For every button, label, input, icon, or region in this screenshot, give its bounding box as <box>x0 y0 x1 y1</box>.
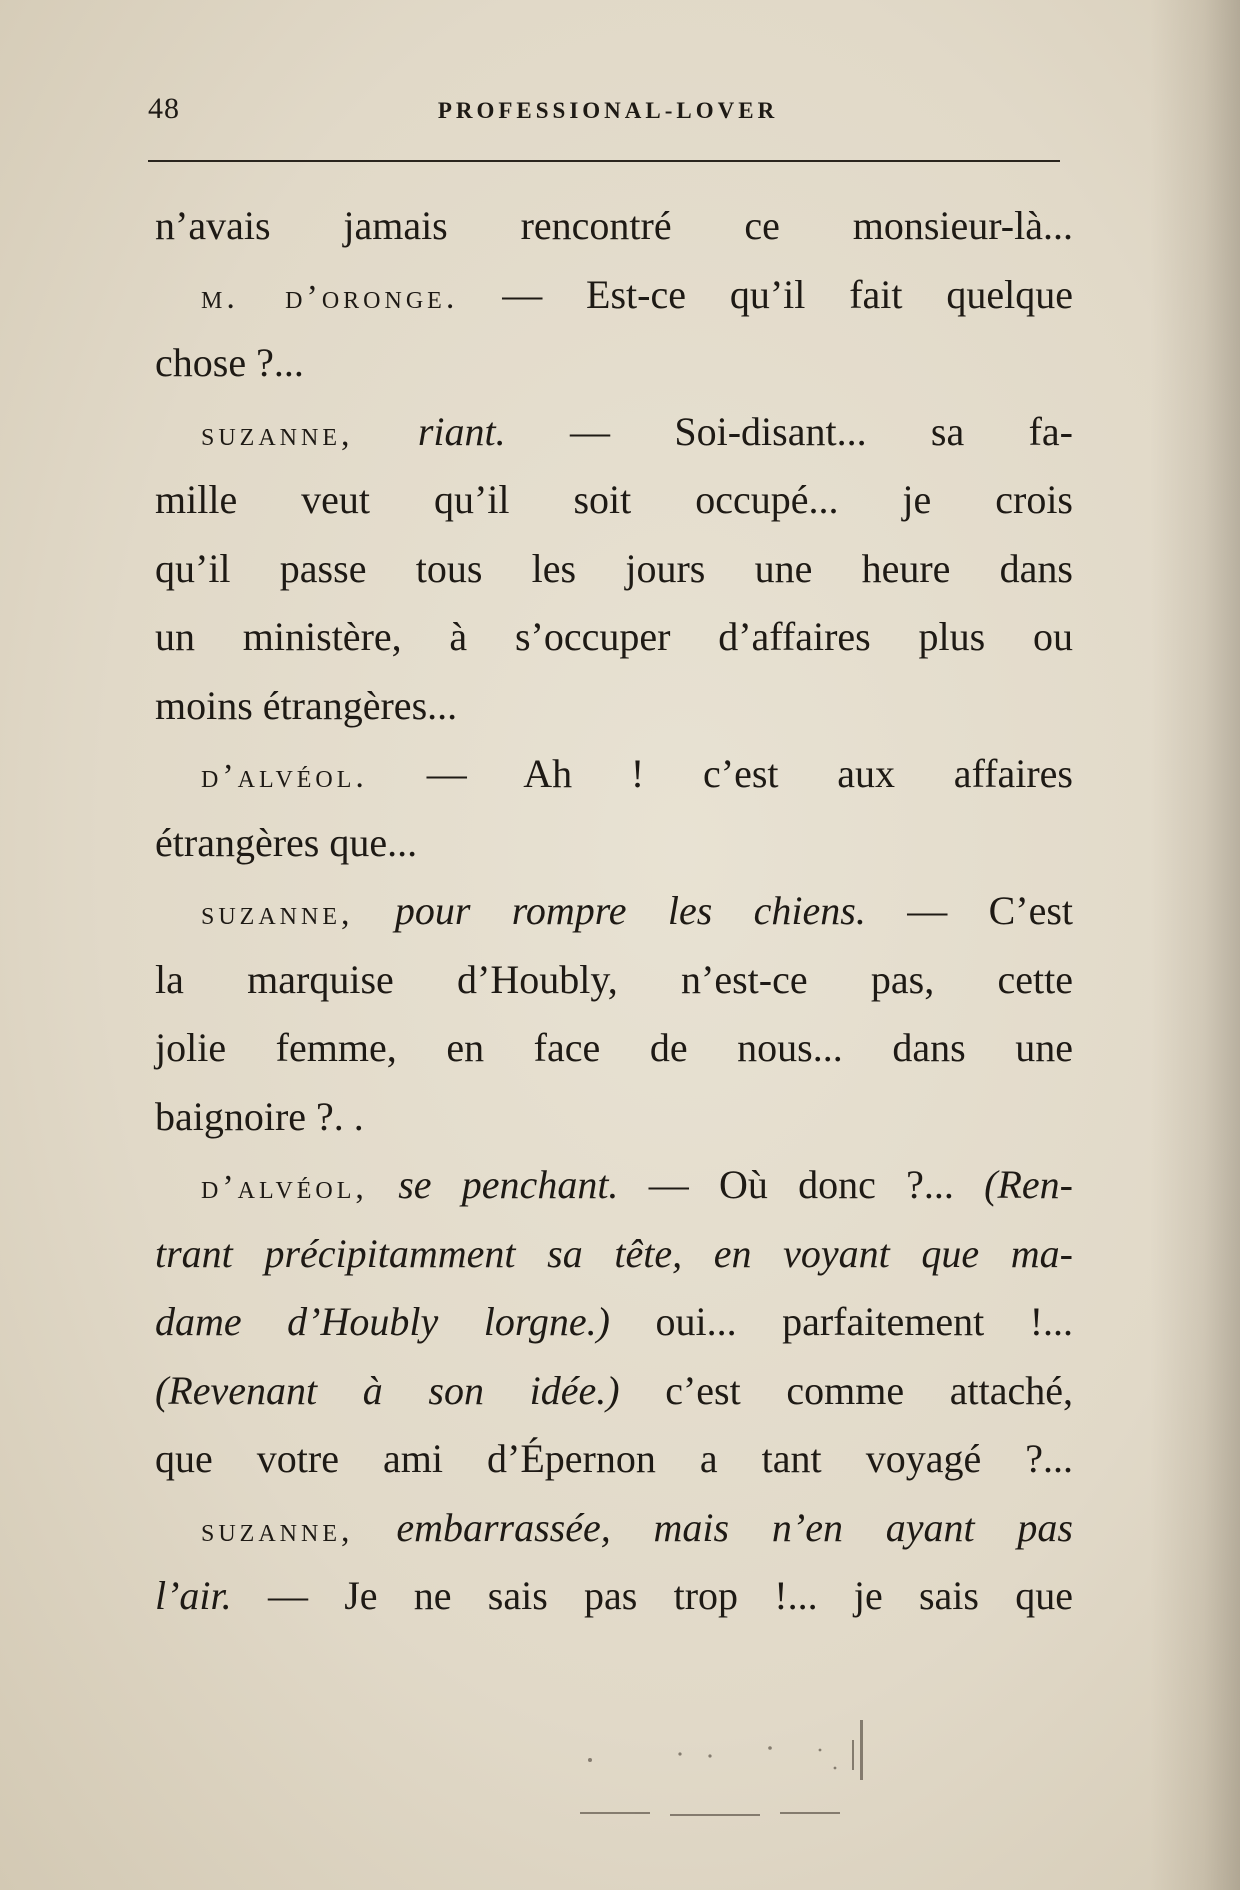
ink-smudge <box>560 1720 1020 1830</box>
dialogue-text <box>354 1505 397 1550</box>
text-line <box>155 946 1073 1015</box>
text-line <box>155 1083 1073 1152</box>
text-line <box>155 1357 1073 1426</box>
dialogue-text <box>368 1162 398 1207</box>
text-line <box>155 809 1073 878</box>
dialogue-text: n’avais jamais rencontré ce monsieur-là... <box>155 203 1073 248</box>
dialogue-text: qu’il passe tous les jours une heure dans <box>155 545 1073 591</box>
speaker-name: d’alvéol. <box>201 758 368 795</box>
dialogue-text: oui... parfaitement !... <box>609 1299 1074 1344</box>
running-title: PROFESSIONAL-LOVER <box>437 98 779 123</box>
dialogue-text: chose ?... <box>155 340 304 385</box>
dialogue-text: baignoire ?. . <box>155 1093 364 1139</box>
dialogue-text: — C’est <box>865 888 1073 933</box>
header-rule <box>148 160 1060 162</box>
text-line <box>155 1425 1073 1494</box>
dialogue-text: — Où donc ?... <box>618 1162 985 1207</box>
speaker-name: suzanne, <box>201 1511 354 1549</box>
text-line <box>155 1288 1073 1357</box>
text-line <box>155 1151 1073 1220</box>
text-line <box>155 1014 1073 1083</box>
text-line <box>155 535 1073 604</box>
stage-direction: riant. <box>417 408 506 454</box>
dialogue-text: c’est comme attaché, <box>619 1367 1073 1413</box>
dialogue-text: — Je ne sais pas trop !... je sais que <box>231 1573 1073 1618</box>
text-line <box>155 740 1073 809</box>
running-header <box>148 92 1068 132</box>
speaker-name: suzanne, <box>201 895 354 932</box>
dialogue-text: — Ah ! c’est aux affaires <box>367 751 1073 796</box>
body-text <box>155 192 1073 1631</box>
dialogue-text: — Est-ce qu’il fait quelque <box>458 271 1073 317</box>
page-number: 48 <box>148 92 180 125</box>
dialogue-text: jolie femme, en face de nous... dans une <box>155 1025 1073 1070</box>
text-line <box>155 192 1073 261</box>
text-line <box>155 672 1073 741</box>
dialogue-text: que votre ami d’Épernon a tant voyagé ?... <box>155 1436 1073 1481</box>
dialogue-text: la marquise d’Houbly, n’est-ce pas, cette <box>155 956 1073 1002</box>
speaker-name: m. d’oronge. <box>201 278 459 316</box>
dialogue-text <box>354 888 395 933</box>
stage-direction: l’air. <box>155 1573 232 1618</box>
text-line <box>155 329 1073 398</box>
stage-direction: embarrassée, mais n’en ayant pas <box>396 1504 1074 1550</box>
dialogue-text: mille veut qu’il soit occupé... je crois <box>155 477 1073 522</box>
text-line <box>155 1220 1073 1289</box>
dialogue-text: — Soi-disant... sa fa- <box>505 408 1073 454</box>
stage-direction: dame d’Houbly lorgne.) <box>155 1299 610 1344</box>
stage-direction: pour rompre les chiens. <box>394 888 866 933</box>
text-line <box>155 261 1073 330</box>
text-line <box>155 877 1073 946</box>
stage-direction: se penchant. <box>398 1162 619 1207</box>
text-line <box>155 1494 1073 1563</box>
stage-direction: (Revenant à son idée.) <box>155 1367 620 1413</box>
dialogue-text: étrangères que... <box>155 819 418 865</box>
text-line <box>155 603 1073 672</box>
spine-shadow <box>1150 0 1240 1890</box>
dialogue-text: un ministère, à s’occuper d’affaires plus ou <box>155 614 1073 659</box>
dialogue-text <box>354 409 418 454</box>
text-line <box>155 1562 1073 1631</box>
text-line <box>155 466 1073 535</box>
speaker-name: d’alvéol, <box>201 1169 368 1206</box>
speaker-name: suzanne, <box>201 415 354 453</box>
stage-direction: (Ren- <box>984 1162 1073 1207</box>
dialogue-text: moins étrangères... <box>155 682 458 728</box>
text-line <box>155 398 1073 467</box>
stage-direction: trant précipitamment sa tête, en voyant que ma- <box>155 1230 1073 1276</box>
